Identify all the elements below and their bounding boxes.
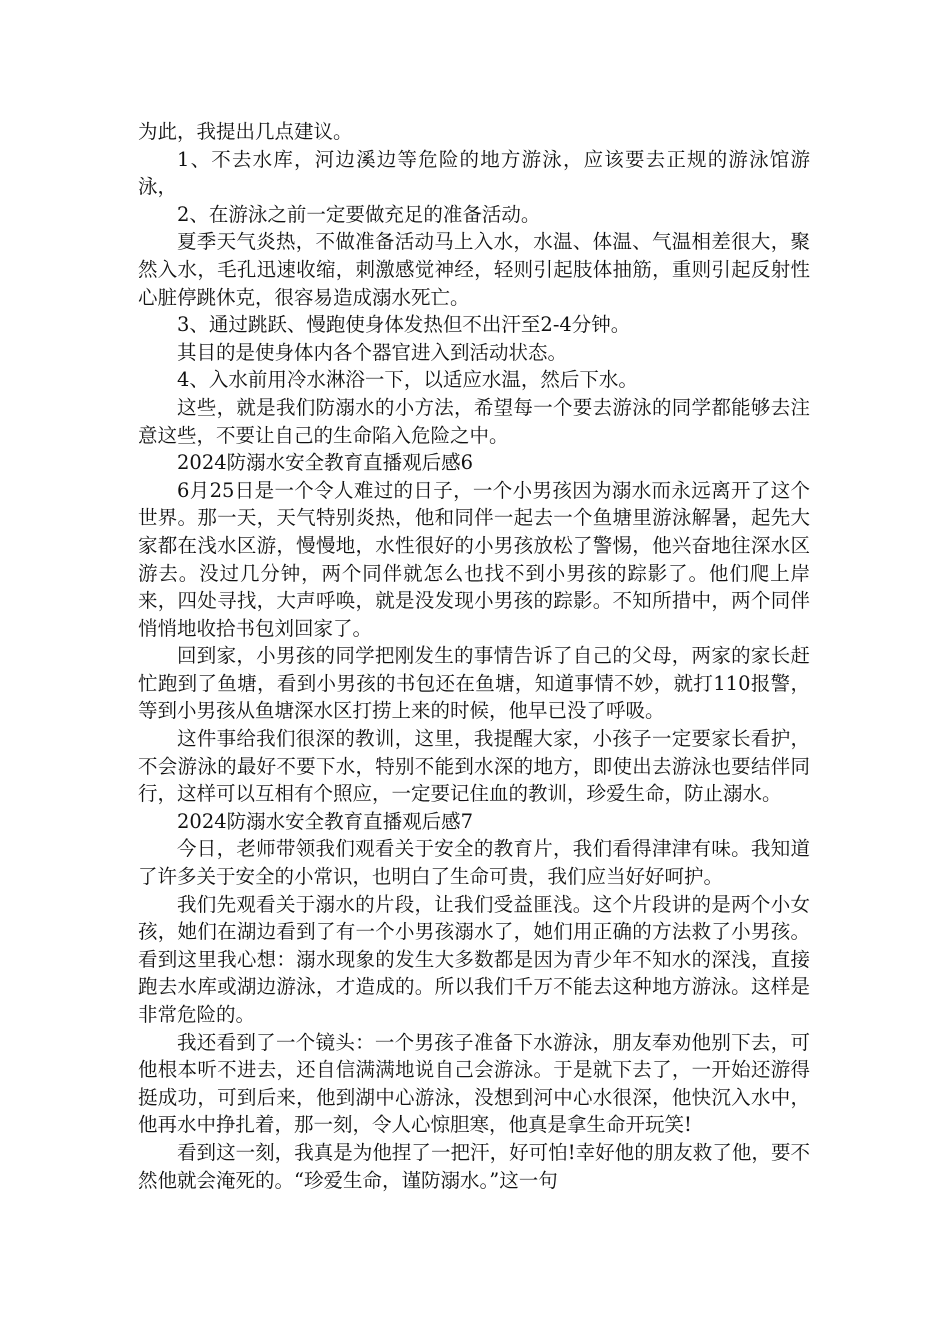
body-paragraph: 1、不去水库，河边溪边等危险的地方游泳，应该要去正规的游泳馆游泳， bbox=[138, 147, 810, 199]
section-heading: 2024防溺水安全教育直播观后感7 bbox=[177, 809, 474, 833]
body-paragraph: 2、在游泳之前一定要做充足的准备活动。 bbox=[177, 202, 541, 226]
body-paragraph: 我们先观看关于溺水的片段，让我们受益匪浅。这个片段讲的是两个小女孩，她们在湖边看到了有一个小男孩溺水了，她们用正确的方法救了小男孩。看到这里我心想：溺水现象的发生大多数都是因为青少年不知水的深浅，直接跑去水库或湖边游泳，才造成的。所以我们千万不能去这种地方游泳。这样是非常危险的。 bbox=[138, 892, 810, 1026]
body-paragraph: 这些，就是我们防溺水的小方法，希望每一个要去游泳的同学都能够去注意这些，不要让自己的生命陷入危险之中。 bbox=[138, 395, 810, 447]
body-paragraph: 3、通过跳跃、慢跑使身体发热但不出汗至2-4分钟。 bbox=[177, 313, 631, 337]
document-page bbox=[138, 118, 810, 1194]
body-paragraph: 为此，我提出几点建议。 bbox=[138, 120, 353, 143]
body-paragraph: 看到这一刻，我真是为他捏了一把汗，好可怕!幸好他的朋友救了他，要不然他就会淹死的。“珍爱生命，谨防溺水。”这一句 bbox=[138, 1140, 810, 1192]
body-paragraph: 6月25日是一个令人难过的日子，一个小男孩因为溺水而永远离开了这个世界。那一天，天气特别炎热，他和同伴一起去一个鱼塘里游泳解暑，起先大家都在浅水区游，慢慢地，水性很好的小男孩放松了警惕，他兴奋地往深水区游去。没过几分钟，两个同伴就怎么也找不到小男孩的踪影了。他们爬上岸来，四处寻找，大声呼唤，就是没发现小男孩的踪影。不知所措中，两个同伴悄悄地收拾书包刘回家了。 bbox=[138, 478, 810, 640]
body-paragraph: 回到家，小男孩的同学把刚发生的事情告诉了自己的父母，两家的家长赶忙跑到了鱼塘，看到小男孩的书包还在鱼塘，知道事情不妙，就打110报警，等到小男孩从鱼塘深水区打捞上来的时候，他早已没了呼吸。 bbox=[138, 644, 810, 723]
body-paragraph: 夏季天气炎热，不做准备活动马上入水，水温、体温、气温相差很大，聚然入水，毛孔迅速收缩，刺激感觉神经，轻则引起肢体抽筋，重则引起反射性心脏停跳休克，很容易造成溺水死亡。 bbox=[138, 230, 810, 309]
section-heading: 2024防溺水安全教育直播观后感6 bbox=[177, 451, 474, 475]
body-paragraph: 今日，老师带领我们观看关于安全的教育片，我们看得津津有味。我知道了许多关于安全的小常识，也明白了生命可贵，我们应当好好呵护。 bbox=[138, 837, 810, 889]
body-paragraph: 这件事给我们很深的教训，这里，我提醒大家，小孩子一定要家长看护，不会游泳的最好不要下水，特别不能到水深的地方，即使出去游泳也要结伴同行，这样可以互相有个照应，一定要记住血的教训，珍爱生命，防止溺水。 bbox=[138, 727, 810, 806]
body-paragraph: 4、入水前用冷水淋浴一下，以适应水温，然后下水。 bbox=[177, 368, 638, 392]
body-paragraph: 其目的是使身体内各个器官进入到活动状态。 bbox=[177, 340, 568, 364]
body-paragraph: 我还看到了一个镜头：一个男孩子准备下水游泳，朋友奉劝他别下去，可他根本听不进去，还自信满满地说自己会游泳。于是就下去了，一开始还游得挺成功，可到后来，他到湖中心游泳，没想到河中心水很深，他快沉入水中，他再水中挣扎着，那一刻，令人心惊胆寒，他真是拿生命开玩笑! bbox=[138, 1030, 810, 1137]
